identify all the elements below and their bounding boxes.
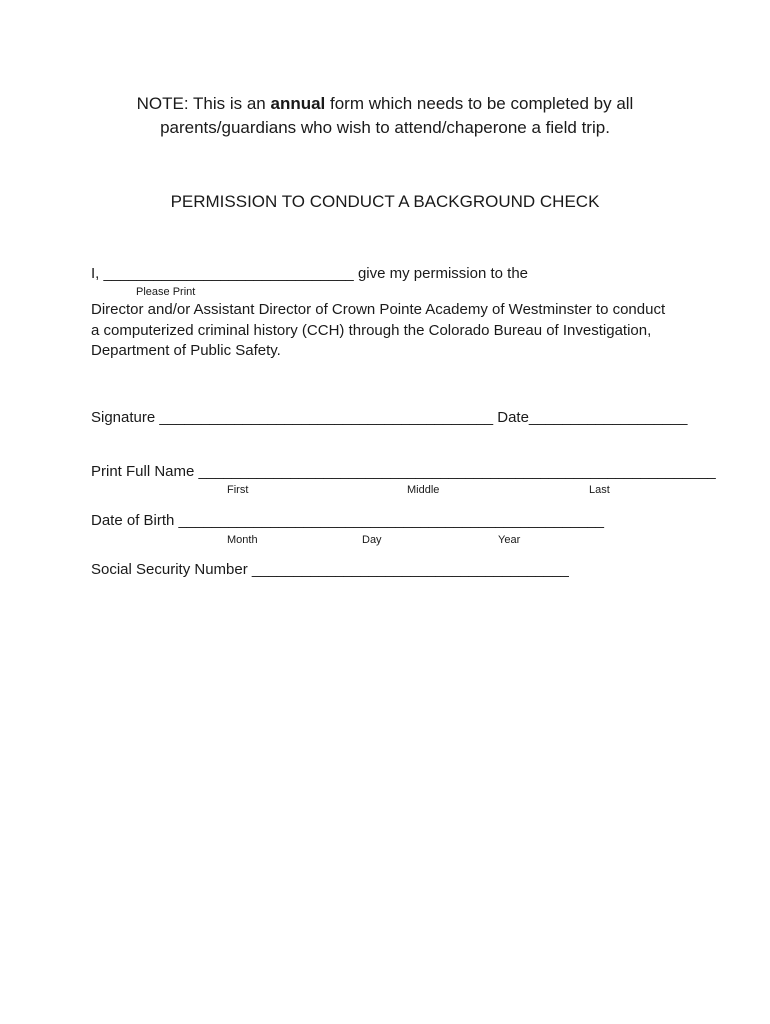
note-line-2: parents/guardians who wish to attend/chaperone a field trip. [160, 118, 610, 137]
first-name-hint: First [227, 484, 249, 496]
dob-line: Date of Birth ___________________________________________________ [91, 512, 604, 529]
permission-paragraph [91, 300, 711, 362]
full-name-line: Print Full Name ______________________________________________________________ [91, 463, 716, 480]
permission-para-line: Department of Public Safety. [91, 342, 281, 359]
ssn-line: Social Security Number ______________________________________ [91, 561, 569, 578]
note-bold-word: annual [270, 94, 326, 113]
day-hint: Day [362, 534, 382, 546]
month-hint: Month [227, 534, 258, 546]
permission-name-line: I, ______________________________ give my permission to the [91, 265, 529, 282]
permission-para-line: a computerized criminal history (CCH) through the Colorado Bureau of Investigation, [91, 321, 652, 339]
note-suffix: form which needs to be completed by all [325, 94, 634, 113]
note-prefix: NOTE: This is an [136, 94, 271, 113]
year-hint: Year [498, 534, 521, 546]
note-line-1 [0, 92, 770, 116]
last-name-hint: Last [589, 484, 610, 496]
form-title: PERMISSION TO CONDUCT A BACKGROUND CHECK [170, 192, 600, 211]
annual-note [0, 92, 770, 140]
permission-para-line: Director and/or Assistant Director of Crown Pointe Academy of Westminster to conduct [91, 301, 666, 318]
signature-date-line: Signature ________________________________________ Date___________________ [91, 409, 688, 426]
please-print-hint: Please Print [136, 286, 196, 298]
middle-name-hint: Middle [407, 484, 440, 496]
